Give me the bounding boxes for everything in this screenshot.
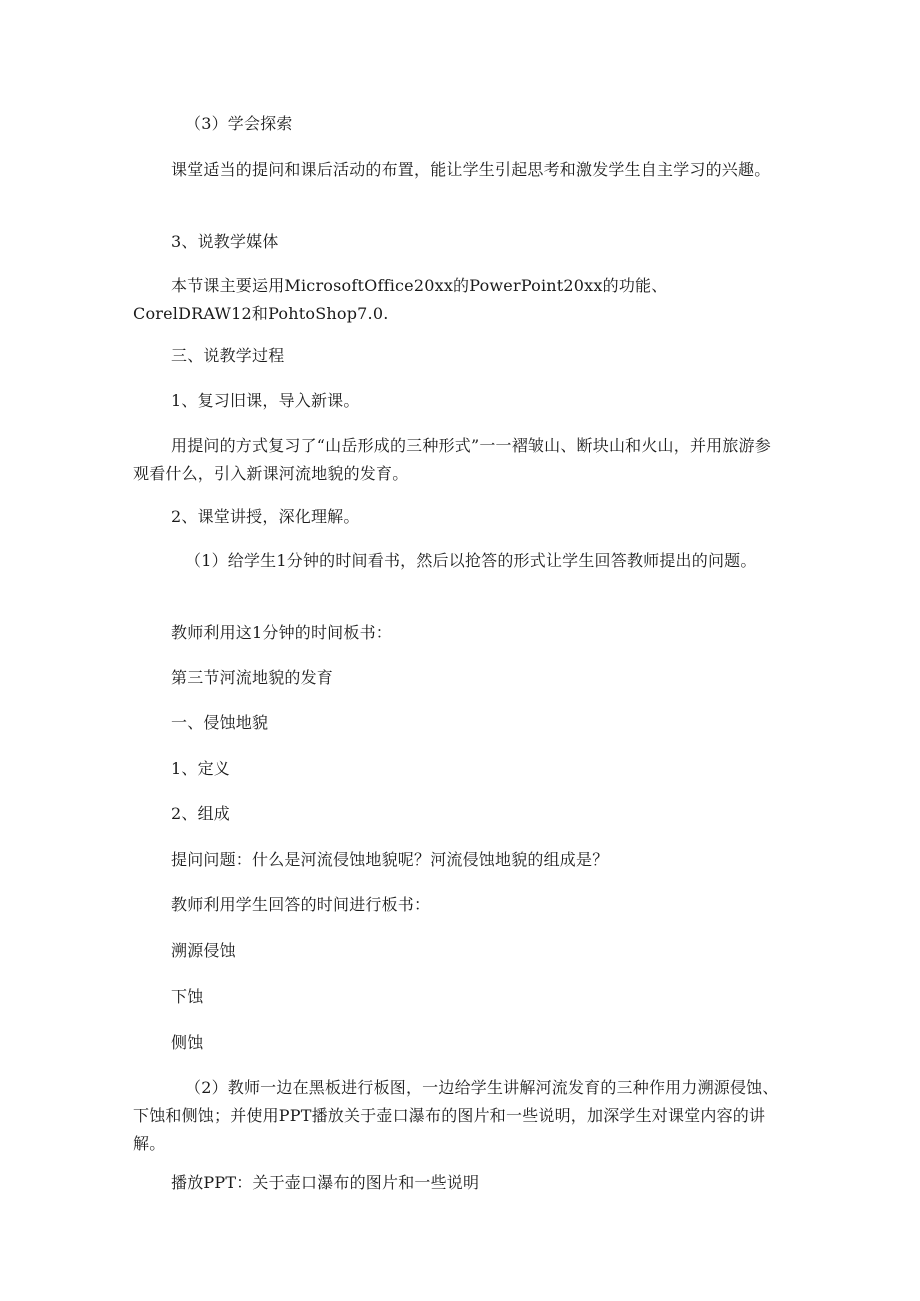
paragraph-downcutting: 下蚀 [171, 987, 204, 1006]
paragraph-erosion-heading: 一、侵蚀地貌 [171, 713, 269, 732]
paragraph-composition: 2、组成 [171, 804, 230, 823]
paragraph-media-heading: 3、说教学媒体 [171, 232, 279, 251]
paragraph-lecture-heading: 2、课堂讲授，深化理解。 [171, 507, 360, 526]
paragraph-section-title: 第三节河流地貌的发育 [171, 668, 334, 687]
paragraph-board-answer: 教师利用学生回答的时间进行板书： [171, 895, 431, 914]
paragraph-process-heading: 三、说教学过程 [171, 346, 285, 365]
paragraph-questions: 课堂适当的提问和课后活动的布置，能让学生引起思考和激发学生自主学习的兴趣。 [171, 160, 771, 179]
paragraph-ppt: 播放PPT：关于壶口瀑布的图片和一些说明 [171, 1173, 480, 1192]
paragraph-definition: 1、定义 [171, 759, 230, 778]
paragraph-reading-task: （1）给学生1分钟的时间看书，然后以抢答的形式让学生回答教师提出的问题。 [185, 551, 757, 570]
paragraph-board-note: 教师利用这1分钟的时间板书： [171, 623, 392, 642]
paragraph-blackboard-explanation: （2）教师一边在黑板进行板图，一边给学生讲解河流发育的三种作用力溯源侵蚀、下蚀和侧蚀；并使用PPT播放关于壶口瀑布的图片和一些说明，加深学生对课堂内容的讲解。 [133, 1078, 779, 1153]
paragraph-review-content: 用提问的方式复习了“山岳形成的三种形式”一一褶皱山、断块山和火山，并用旅游参观看什么，引入新课河流地貌的发育。 [133, 436, 771, 483]
paragraph-explore-heading: （3）学会探索 [185, 114, 293, 133]
paragraph-headward-erosion: 溯源侵蚀 [171, 941, 236, 960]
paragraph-question: 提问问题：什么是河流侵蚀地貌呢？河流侵蚀地貌的组成是？ [171, 850, 609, 869]
paragraph-media-content: 本节课主要运用MicrosoftOffice20xx的PowerPoint20xx的功能、CorelDRAW12和PohtoShop7.0. [133, 276, 668, 323]
paragraph-review-heading: 1、复习旧课，导入新课。 [171, 391, 360, 410]
paragraph-lateral-erosion: 侧蚀 [171, 1033, 204, 1052]
